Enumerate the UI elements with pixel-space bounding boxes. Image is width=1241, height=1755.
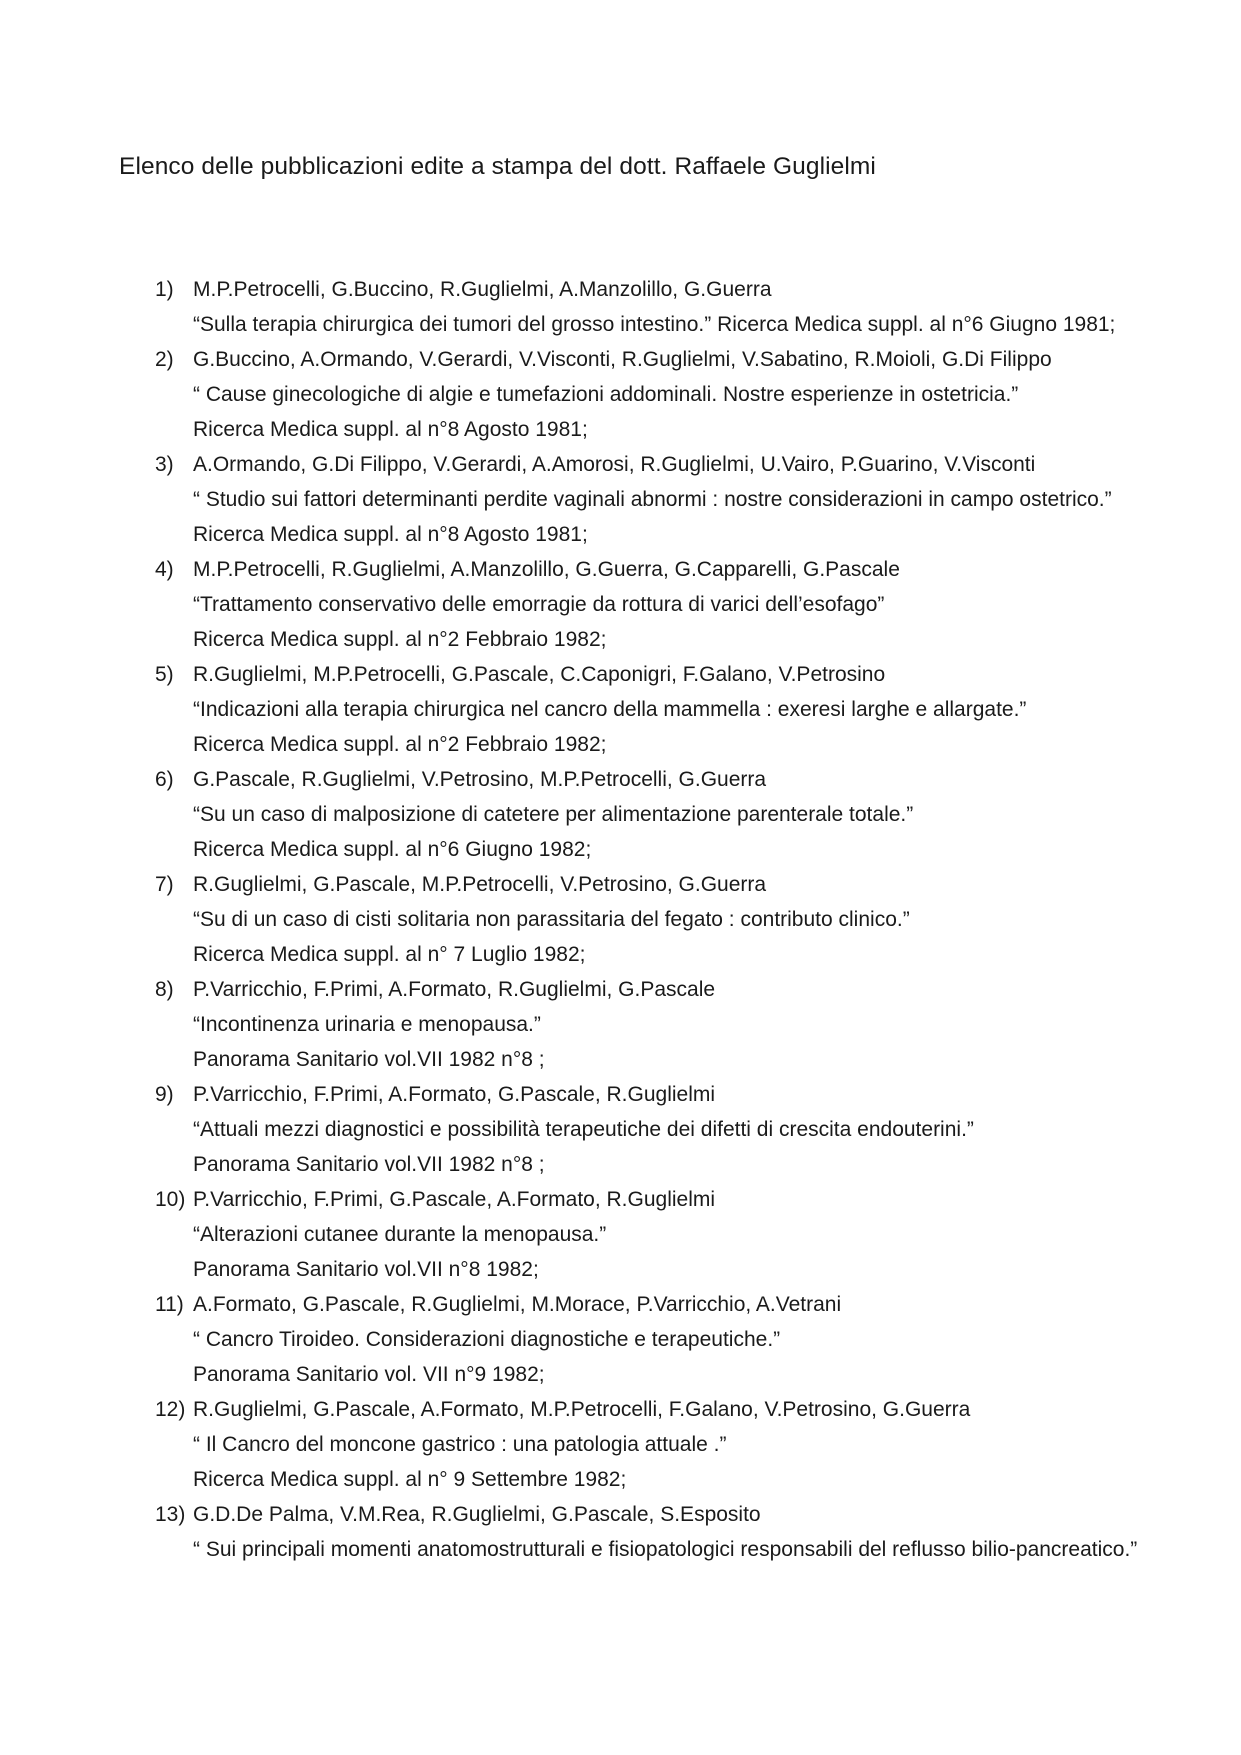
publication-item — [155, 342, 1155, 447]
publication-title: “Sulla terapia chirurgica dei tumori del grosso intestino.” — [193, 313, 712, 336]
publication-authors: G.Pascale, R.Guglielmi, V.Petrosino, M.P.Petrocelli, G.Guerra — [193, 768, 767, 791]
publication-item — [155, 1077, 1155, 1182]
publication-title: “Indicazioni alla terapia chirurgica nel cancro della mammella : exeresi larghe e allargate.” — [193, 698, 1027, 721]
publication-number: 5) — [155, 663, 174, 686]
publication-source: Ricerca Medica suppl. al n°6 Giugno 1982; — [193, 838, 592, 861]
publication-number: 1) — [155, 278, 174, 301]
publication-title: “Trattamento conservativo delle emorragie da rottura di varici dell’esofago” — [193, 593, 885, 616]
publication-item — [155, 762, 1155, 867]
publication-number: 11) — [155, 1293, 184, 1316]
publication-authors: M.P.Petrocelli, G.Buccino, R.Guglielmi, A.Manzolillo, G.Guerra — [193, 278, 772, 301]
publication-source: Panorama Sanitario vol. VII n°9 1982; — [193, 1363, 545, 1386]
publication-authors: P.Varricchio, F.Primi, A.Formato, G.Pascale, R.Guglielmi — [193, 1083, 716, 1106]
publication-item — [155, 657, 1155, 762]
publication-number: 6) — [155, 768, 174, 791]
publication-number: 3) — [155, 453, 174, 476]
publication-title: “Su di un caso di cisti solitaria non parassitaria del fegato : contributo clinico.” — [193, 908, 910, 931]
publication-authors: R.Guglielmi, M.P.Petrocelli, G.Pascale, C.Caponigri, F.Galano, V.Petrosino — [193, 663, 886, 686]
publication-number: 13) — [155, 1503, 186, 1526]
publication-source: Ricerca Medica suppl. al n°6 Giugno 1981; — [717, 313, 1116, 336]
publication-authors: A.Formato, G.Pascale, R.Guglielmi, M.Morace, P.Varricchio, A.Vetrani — [193, 1293, 842, 1316]
publication-source: Ricerca Medica suppl. al n°8 Agosto 1981; — [193, 523, 588, 546]
publication-authors: G.D.De Palma, V.M.Rea, R.Guglielmi, G.Pascale, S.Esposito — [193, 1503, 761, 1526]
publication-authors: G.Buccino, A.Ormando, V.Gerardi, V.Visconti, R.Guglielmi, V.Sabatino, R.Moioli, G.Di Filippo — [193, 348, 1052, 371]
publication-authors: P.Varricchio, F.Primi, A.Formato, R.Guglielmi, G.Pascale — [193, 978, 716, 1001]
publication-title: “ Cancro Tiroideo. Considerazioni diagnostiche e terapeutiche.” — [193, 1328, 781, 1351]
publication-item — [155, 1182, 1155, 1287]
publication-list — [155, 272, 1155, 1567]
publication-source: Ricerca Medica suppl. al n°2 Febbraio 1982; — [193, 628, 607, 651]
publication-number: 12) — [155, 1398, 186, 1421]
publication-title: “ Il Cancro del moncone gastrico : una patologia attuale .” — [193, 1433, 727, 1456]
publication-source: Panorama Sanitario vol.VII 1982 n°8 ; — [193, 1153, 545, 1176]
publication-number: 2) — [155, 348, 174, 371]
publication-authors: P.Varricchio, F.Primi, G.Pascale, A.Formato, R.Guglielmi — [193, 1188, 716, 1211]
publication-authors: R.Guglielmi, G.Pascale, A.Formato, M.P.Petrocelli, F.Galano, V.Petrosino, G.Guerra — [193, 1398, 971, 1421]
publication-authors: M.P.Petrocelli, R.Guglielmi, A.Manzolillo, G.Guerra, G.Capparelli, G.Pascale — [193, 558, 900, 581]
publication-title: “Incontinenza urinaria e menopausa.” — [193, 1013, 541, 1036]
document-title: Elenco delle pubblicazioni edite a stampa del dott. Raffaele Guglielmi — [119, 153, 876, 180]
publication-item — [155, 1497, 1155, 1567]
publication-source: Ricerca Medica suppl. al n° 9 Settembre 1982; — [193, 1468, 627, 1491]
publication-title: “Alterazioni cutanee durante la menopausa.” — [193, 1223, 607, 1246]
publication-title-source — [193, 482, 1155, 552]
publication-title: “ Cause ginecologiche di algie e tumefazioni addominali. Nostre esperienze in ostetricia.” — [193, 383, 1019, 406]
publication-item — [155, 552, 1155, 657]
publication-title: “ Studio sui fattori determinanti perdite vaginali abnormi : nostre considerazioni in campo ostetrico.” — [193, 488, 1112, 511]
publication-number: 4) — [155, 558, 174, 581]
publication-number: 8) — [155, 978, 174, 1001]
publication-item — [155, 1287, 1155, 1392]
publication-title: “Su un caso di malposizione di catetere per alimentazione parenterale totale.” — [193, 803, 914, 826]
publication-source: Panorama Sanitario vol.VII 1982 n°8 ; — [193, 1048, 545, 1071]
publication-item — [155, 1392, 1155, 1497]
publication-source: Ricerca Medica suppl. al n°8 Agosto 1981; — [193, 418, 588, 441]
publication-number: 10) — [155, 1188, 186, 1211]
publication-source: Ricerca Medica suppl. al n° 7 Luglio 1982; — [193, 943, 586, 966]
publication-authors: A.Ormando, G.Di Filippo, V.Gerardi, A.Amorosi, R.Guglielmi, U.Vairo, P.Guarino, V.Visconti — [193, 453, 1036, 476]
publication-item — [155, 867, 1155, 972]
publication-item — [155, 447, 1155, 552]
publication-authors: R.Guglielmi, G.Pascale, M.P.Petrocelli, V.Petrosino, G.Guerra — [193, 873, 767, 896]
publication-source: Ricerca Medica suppl. al n°2 Febbraio 1982; — [193, 733, 607, 756]
publication-source: Panorama Sanitario vol.VII n°8 1982; — [193, 1258, 539, 1281]
publication-title: “ Sui principali momenti anatomostrutturali e fisiopatologici responsabili del reflusso bilio-pancreatico.” — [193, 1538, 1138, 1561]
publication-number: 7) — [155, 873, 174, 896]
publication-item — [155, 272, 1155, 342]
publication-number: 9) — [155, 1083, 174, 1106]
publication-title: “Attuali mezzi diagnostici e possibilità terapeutiche dei difetti di crescita endouterini.” — [193, 1118, 974, 1141]
publication-title-source — [193, 307, 1155, 342]
publication-item — [155, 972, 1155, 1077]
